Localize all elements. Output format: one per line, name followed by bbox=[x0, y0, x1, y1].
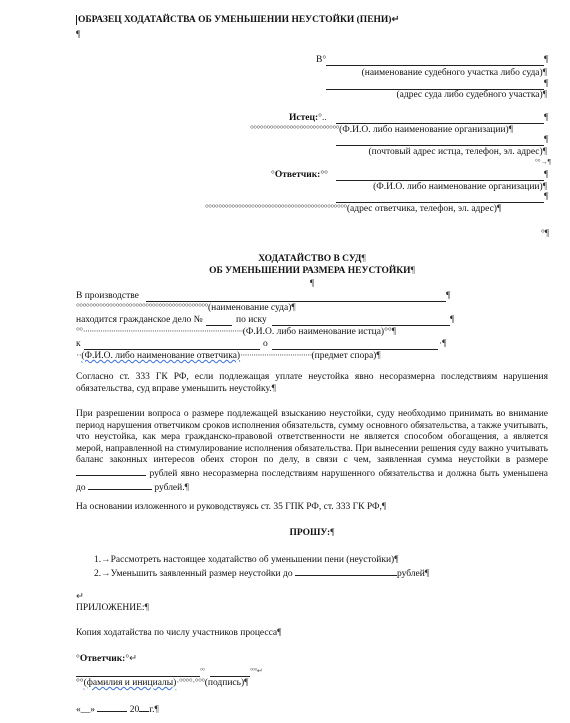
header-title: ОБРАЗЕЦ ХОДАТАЙСТВА ОБ УМЕНЬШЕНИИ НЕУСТОЙКИ (ПЕНИ)↵ bbox=[78, 15, 400, 25]
pilcrow: ¶ bbox=[309, 279, 315, 289]
date-month-blank bbox=[97, 703, 127, 712]
pilcrow: ¶ bbox=[544, 192, 549, 202]
request-2-text: Уменьшить заявленный размер неустойки до bbox=[110, 569, 293, 579]
appendix-label-text: ПРИЛОЖЕНИЕ: bbox=[76, 603, 145, 613]
pilcrow: ¶ bbox=[544, 113, 549, 123]
case-defendant-rule bbox=[84, 349, 260, 350]
case-l3-b: по иску bbox=[236, 315, 267, 325]
case-number-rule bbox=[206, 325, 232, 326]
case-line-4: °°··········································································(Ф.И.О. либо наименование истца)°°¶ bbox=[76, 327, 396, 337]
plaintiff-label: Истец:°.. bbox=[289, 113, 327, 123]
paragraph-2: При разрешении вопроса о размере подлежащей взысканию неустойки, суду необходимо принимать во внимание период нарушения ответчиком сроков исполнения обязательств, сумму основного обязательства, а также учитывать, что неустойка, как мера гражданско-правовой ответственности не является способом обогащения, а является мерой, направленной на стимулирование исполнения обязательства. При вынесении решения суду важно учитывать баланс законных интересов обеих сторон по делу, в связи с чем, заявленная сумма неустойки в размере рублей явно несоразмерна последствиям нарушенного обязательства и должна быть уменьшена до рублей.¶ bbox=[76, 409, 549, 493]
case-subject-rule bbox=[272, 349, 438, 350]
appendix-item-text: Копия ходатайства по числу участников процесса bbox=[76, 628, 278, 638]
defendant-label: °Ответчик:°° bbox=[271, 170, 328, 180]
date-line: «__» 20 г.¶ bbox=[76, 705, 159, 715]
request-heading-text: ПРОШУ: bbox=[289, 528, 331, 538]
request-1-num: 1. bbox=[94, 555, 102, 565]
paragraph-1: Согласно ст. 333 ГК РФ, если подлежащая уплате неустойка явно несоразмерна последствиям нарушения обязательства, суд вправе уменьшить неустойку.¶ bbox=[76, 372, 548, 394]
case-l5-b: о bbox=[263, 339, 268, 349]
sign-marks-2: °°°↵ bbox=[250, 667, 263, 675]
doc-title-1-text: ХОДАТАЙСТВО В СУД bbox=[258, 254, 362, 264]
doc-title-1: ХОДАТАЙСТВО В СУД¶ bbox=[258, 254, 366, 264]
case-line-6: ··(Ф.И.О. либо наименование ответчика)·································(предмет спора)¶ bbox=[76, 351, 381, 361]
paragraph-3: На основании изложенного и руководствуясь ст. 35 ГПК РФ, ст. 333 ГК РФ,¶ bbox=[76, 502, 387, 512]
pilcrow: ¶ bbox=[544, 135, 549, 145]
case-l5-a: к bbox=[76, 339, 81, 349]
plaintiff-name-caption-text: (Ф.И.О. либо наименование организации) bbox=[339, 125, 509, 135]
sign-caption-a: (фамилия и инициалы) bbox=[83, 678, 177, 688]
paragraph-1-text: Согласно ст. 333 ГК РФ, если подлежащая уплате неустойка явно несоразмерна последствиям нарушения обязательства, суд вправе уменьшить неустойку. bbox=[76, 372, 548, 394]
case-line-3b bbox=[236, 315, 267, 326]
date-year-prefix: 20 bbox=[129, 705, 140, 715]
case-line-5 bbox=[76, 339, 81, 350]
case-line-5b bbox=[263, 339, 268, 350]
date-day: «__» bbox=[76, 705, 95, 715]
header-title-text: ОБРАЗЕЦ ХОДАТАЙСТВА ОБ УМЕНЬШЕНИИ НЕУСТОЙКИ (ПЕНИ) bbox=[78, 15, 392, 25]
request-amount-blank bbox=[295, 567, 397, 576]
pilcrow: ¶ bbox=[446, 291, 451, 301]
addressee-to-label: В° bbox=[316, 55, 327, 65]
paragraph-2-tail-b: рублей. bbox=[154, 482, 185, 493]
pilcrow: ¶ bbox=[544, 55, 549, 65]
pilcrow: ¶ bbox=[544, 79, 549, 89]
request-heading: ПРОШУ:¶ bbox=[289, 528, 335, 538]
plaintiff-addr-caption: (почтовый адрес истца, телефон, эл. адрес)¶ bbox=[368, 147, 547, 157]
pilcrow: ·¶ bbox=[439, 339, 447, 349]
case-suit-rule bbox=[272, 325, 450, 326]
case-l6-a: (Ф.И.О. либо наименование ответчика) bbox=[81, 351, 241, 361]
case-l3-a: находится гражданское дело № bbox=[76, 315, 203, 325]
request-item-1: 1.→Рассмотреть настоящее ходатайство об уменьшении пени (неустойки)¶ bbox=[94, 555, 399, 565]
tab-marks: °°→¶ bbox=[535, 158, 551, 166]
defendant-name-caption: (Ф.И.О. либо наименование организации)¶ bbox=[373, 182, 547, 192]
court-line bbox=[326, 65, 544, 66]
paragraph-3-text: На основании изложенного и руководствуясь ст. 35 ГПК РФ, ст. 333 ГК РФ, bbox=[76, 502, 382, 512]
request-2-suffix: рублей bbox=[396, 569, 425, 579]
plaintiff-name-caption: °°°°°°°°°°°°°°°°°°°°°°°°°°°(Ф.И.О. либо наименование организации)¶ bbox=[250, 125, 514, 135]
doc-title-2-text: ОБ УМЕНЬШЕНИИ РАЗМЕРА НЕУСТОЙКИ bbox=[209, 266, 411, 276]
penalty-amount-blank bbox=[76, 467, 146, 476]
appendix-label: ПРИЛОЖЕНИЕ:¶ bbox=[76, 603, 149, 613]
case-l4-caption: (Ф.И.О. либо наименование истца) bbox=[242, 327, 385, 337]
sign-label: °Ответчик:°↵ bbox=[76, 654, 138, 664]
sign-label-text: Ответчик: bbox=[79, 654, 126, 664]
plaintiff-label-text: Истец: bbox=[289, 113, 319, 123]
request-item-2: 2.→Уменьшить заявленный размер неустойки до рублей¶ bbox=[94, 569, 430, 579]
request-1-text: Рассмотреть настоящее ходатайство об уменьшении пени (неустойки) bbox=[110, 555, 395, 565]
plaintiff-line bbox=[336, 123, 544, 124]
plaintiff-line-2 bbox=[336, 145, 544, 146]
court-caption-text: (наименование судебного участка либо суда) bbox=[361, 68, 543, 78]
sign-signature-rule bbox=[210, 676, 250, 677]
to-label: В bbox=[316, 55, 323, 65]
case-l6-b: (предмет спора) bbox=[311, 351, 377, 361]
plaintiff-addr-caption-text: (почтовый адрес истца, телефон, эл. адрес) bbox=[368, 147, 543, 157]
request-2-num: 2. bbox=[94, 569, 102, 579]
reduced-amount-blank bbox=[88, 481, 152, 490]
pilcrow: ¶ bbox=[544, 170, 549, 180]
sign-name-rule bbox=[76, 676, 200, 677]
line-break-mark: ↵ bbox=[76, 592, 84, 602]
court-caption: (наименование судебного участка либо суда)¶ bbox=[361, 68, 547, 78]
defendant-line bbox=[336, 180, 544, 181]
court-addr-caption-text: (адрес суда либо судебного участка) bbox=[396, 90, 543, 100]
defendant-addr-caption: °°°°°°°°°°°°°°°°°°°°°°°°°°°°°°°°°°°°°°°°°°°(адрес ответчика, телефон, эл. адрес)¶ bbox=[205, 204, 502, 214]
paragraph-2-tail-a: рублей явно несоразмерна последствиям нарушенного обязательства и должна быть уменьшена до bbox=[76, 468, 549, 493]
defendant-name-caption-text: (Ф.И.О. либо наименование организации) bbox=[373, 182, 543, 192]
doc-title-2: ОБ УМЕНЬШЕНИИ РАЗМЕРА НЕУСТОЙКИ¶ bbox=[209, 266, 415, 276]
case-l1-text: В производстве bbox=[76, 291, 139, 301]
pilcrow: ¶ bbox=[450, 315, 455, 325]
sign-captions: °°(фамилия и инициалы)·°°°°·°°°(подпись)¶ bbox=[76, 678, 249, 688]
case-l2-caption: (наименование суда) bbox=[207, 303, 292, 313]
sign-marks-1: °° bbox=[200, 667, 205, 675]
date-suffix: г. bbox=[149, 705, 155, 715]
pilcrow: ¶ bbox=[76, 30, 81, 40]
paragraph-2-text: При разрешении вопроса о размере подлежащей взысканию неустойки, суду необходимо принимать во внимание период нарушения ответчиком сроков исполнения обязательств, сумму основного обязательства, а также учитывать, что неустойка, как мера гражданско-правовой ответственности не является способом обогащения, а является мерой, направленной на стимулирование исполнения обязательства. При вынесении решения суду важно учитывать баланс законных интересов обеих сторон по делу, в связи с чем, заявленная сумма неустойки в размере bbox=[76, 409, 549, 466]
defendant-line-2 bbox=[336, 202, 544, 203]
defendant-addr-caption-text: (адрес ответчика, телефон, эл. адрес) bbox=[346, 204, 497, 214]
case-line-3 bbox=[76, 315, 203, 326]
date-year-blank bbox=[139, 703, 149, 712]
case-line-2: °°°°°°°°°°°°°°°°°°°°°°°°°°°°°°°°°°°°°°°°(наименование суда)¶ bbox=[76, 303, 296, 313]
pilcrow: °¶ bbox=[541, 229, 550, 239]
case-line-1 bbox=[76, 291, 139, 302]
defendant-label-text: Ответчик: bbox=[274, 170, 321, 180]
appendix-item: Копия ходатайства по числу участников процесса¶ bbox=[76, 628, 282, 638]
case-line-1-rule bbox=[146, 301, 446, 302]
court-addr-caption: (адрес суда либо судебного участка)¶ bbox=[396, 90, 547, 100]
sign-caption-b: (подпись) bbox=[204, 678, 245, 688]
